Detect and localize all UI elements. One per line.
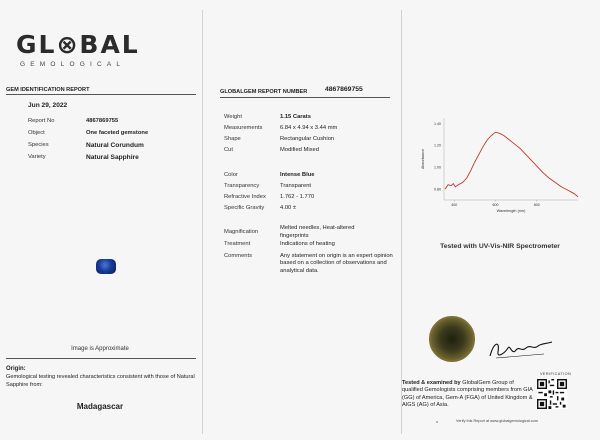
row-variety [28,151,148,163]
tested-lead: Tested & examined by [402,380,461,386]
section-rule [6,358,196,359]
value-magnification: Melted needles, Heat-altered fingerprints [280,225,355,239]
x-axis-label: Wavelength (nm) [496,209,526,213]
origin-country: Madagascar [76,402,124,411]
tested-body: GlobalGem Group of qualified Gemologists comprising members from GIA (GG) of America, Gem-A (FGA) of United Kingdom & AIGS (AG) of Asia. [402,380,533,409]
y-axis-label: Absorbance [421,148,425,170]
row-magnification [224,224,400,241]
tested-statement [402,380,534,410]
section-rule [6,94,196,95]
spectrum-caption: Tested with UV-Vis-NIR Spectrometer [440,243,560,250]
grading-table [224,114,400,283]
label-magnification: Magnification [224,228,259,235]
brand-tagline: GEMOLOGICAL [20,61,126,68]
label-report-no: Report No [28,118,55,124]
row-species [28,139,148,151]
label-comments: Comments [224,253,253,259]
value-shape: Rectangular Cushion [280,136,335,142]
section-title-report-number: GLOBALGEM REPORT NUMBER [220,89,308,95]
value-comments: Any statement on origin is an expert opinion based on a collection of observations and analytical data. [280,253,393,274]
y-tick-label: 1.00 [434,165,441,170]
y-tick-label: 1.20 [434,143,441,148]
row-transparency [224,183,400,194]
row-treatment [224,241,400,253]
value-cut: Modified Mixed [280,147,319,153]
row-color [224,172,400,183]
value-weight: 1.15 Carats [280,114,311,120]
origin-title: Origin: [6,366,26,372]
label-variety: Variety [28,154,46,160]
row-refractive-index [224,194,400,205]
spectrum-chart [418,110,584,220]
label-specific-gravity: Specific Gravity [224,205,265,211]
value-variety: Natural Sapphire [86,153,139,161]
y-tick-label: 0.80 [434,187,441,192]
signature [486,334,556,362]
label-transparency: Transparency [224,183,260,189]
value-species: Natural Corundum [86,141,144,149]
value-treatment: Indications of heating [280,241,335,247]
report-number: 4867869755 [325,86,363,93]
row-report-no [28,115,148,127]
label-object: Object [28,130,45,136]
report-date: Jun 29, 2022 [28,102,68,109]
row-shape [224,136,400,147]
brand-wordmark: GL⊗BAL [16,30,140,59]
label-refractive-index: Refractive Index [224,194,266,200]
row-cut [224,147,400,172]
fold-line [401,10,402,434]
label-cut: Cut [224,147,234,153]
fold-line [202,10,203,434]
image-caption: Image is Approximate [71,346,129,352]
verification-qr-code[interactable] [537,379,567,409]
value-color: Intense Blue [280,172,315,178]
value-measurements: 6.84 x 4.94 x 3.44 mm [280,125,338,131]
value-report-no: 4867869755 [86,118,119,124]
value-transparency: Transparent [280,183,312,189]
row-weight [224,114,400,125]
value-refractive-index: 1.762 - 1.770 [280,194,315,200]
gold-seal [429,316,475,362]
gemstone-image [96,259,116,274]
page-marker: a [436,420,438,424]
absorbance-series-line [445,132,578,197]
row-comments [224,253,400,283]
value-specific-gravity: 4.00 ± [280,205,297,211]
verify-url[interactable]: Verify this Report at www.globalgemological.com [456,419,538,423]
x-tick-label: 800 [533,203,540,207]
label-treatment: Treatment [224,241,251,247]
x-tick-label: 400 [451,203,458,207]
label-color: Color [224,172,238,178]
brand-logo [16,30,140,74]
label-weight: Weight [224,114,242,120]
section-title-gem-report: GEM IDENTIFICATION REPORT [6,87,90,93]
y-tick-label: 1.40 [434,121,441,126]
label-measurements: Measurements [224,125,263,131]
row-specific-gravity [224,205,400,224]
label-species: Species [28,142,49,148]
origin-statement: Gemological testing revealed characteristics consistent with those of Natural Sapphire from: [6,374,195,388]
verification-label: VERIFICATION [540,372,572,376]
label-shape: Shape [224,136,241,142]
x-tick-label: 600 [492,203,499,207]
section-rule [220,97,390,98]
identification-table [28,115,148,163]
row-object [28,127,148,139]
row-measurements [224,125,400,136]
value-object: One faceted gemstone [86,130,149,136]
